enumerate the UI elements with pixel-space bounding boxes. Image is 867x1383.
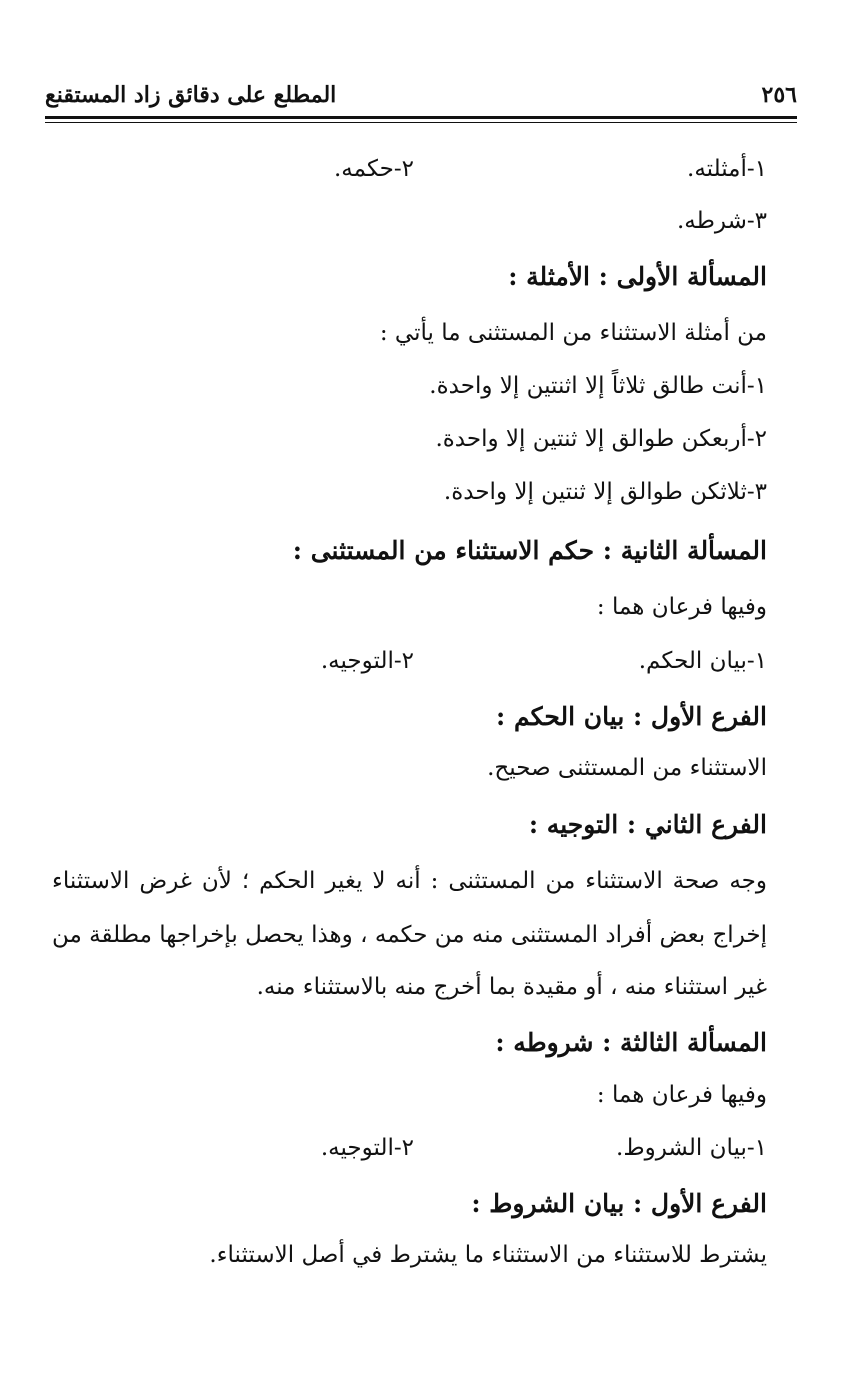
list-item: ١-أنت طالق ثلاثاً إلا اثنتين إلا واحدة. (429, 373, 767, 399)
paragraph-line: وفيها فرعان هما : (596, 594, 767, 620)
section-heading: المسألة الثالثة : شروطه : (495, 1028, 767, 1057)
paragraph-line: إخراج بعض أفراد المستثنى منه من حكمه ، وهذا يحصل بإخراجها مطلقة من (52, 922, 767, 948)
paragraph-line: غير استثناء منه ، أو مقيدة بما أخرج منه بالاستثناء منه. (256, 974, 767, 1000)
header-rule-thin (45, 122, 797, 123)
section-heading: المسألة الثانية : حكم الاستثناء من المستثنى : (292, 536, 767, 565)
header-rule-thick (45, 116, 797, 119)
list-item: ٣-شرطه. (676, 208, 767, 234)
list-item: ٢-التوجيه. (320, 648, 414, 674)
list-item: ٢-حكمه. (334, 156, 414, 182)
list-item: ١-أمثلته. (687, 156, 767, 182)
subsection-heading: الفرع الأول : بيان الحكم : (496, 702, 767, 731)
paragraph-line: وجه صحة الاستثناء من المستثنى : أنه لا يغير الحكم ؛ لأن غرض الاستثناء (52, 868, 767, 894)
paragraph-line: يشترط للاستثناء من الاستثناء ما يشترط في أصل الاستثناء. (209, 1242, 767, 1268)
section-heading: المسألة الأولى : الأمثلة : (508, 262, 767, 291)
page-header (45, 80, 797, 110)
paragraph-line: وفيها فرعان هما : (596, 1082, 767, 1108)
page-number: ٢٥٦ (761, 82, 797, 108)
subsection-heading: الفرع الأول : بيان الشروط : (471, 1189, 767, 1218)
list-item: ١-بيان الحكم. (638, 648, 767, 674)
list-item: ١-بيان الشروط. (616, 1135, 767, 1161)
list-item: ٣-ثلاثكن طوالق إلا ثنتين إلا واحدة. (443, 479, 767, 505)
paragraph-line: الاستثناء من المستثنى صحيح. (487, 755, 767, 781)
list-item: ٢-أربعكن طوالق إلا ثنتين إلا واحدة. (435, 426, 767, 452)
book-title: المطلع على دقائق زاد المستقنع (45, 82, 337, 108)
list-item: ٢-التوجيه. (320, 1135, 414, 1161)
subsection-heading: الفرع الثاني : التوجيه : (528, 810, 767, 839)
paragraph-line: من أمثلة الاستثناء من المستثنى ما يأتي : (379, 320, 767, 346)
